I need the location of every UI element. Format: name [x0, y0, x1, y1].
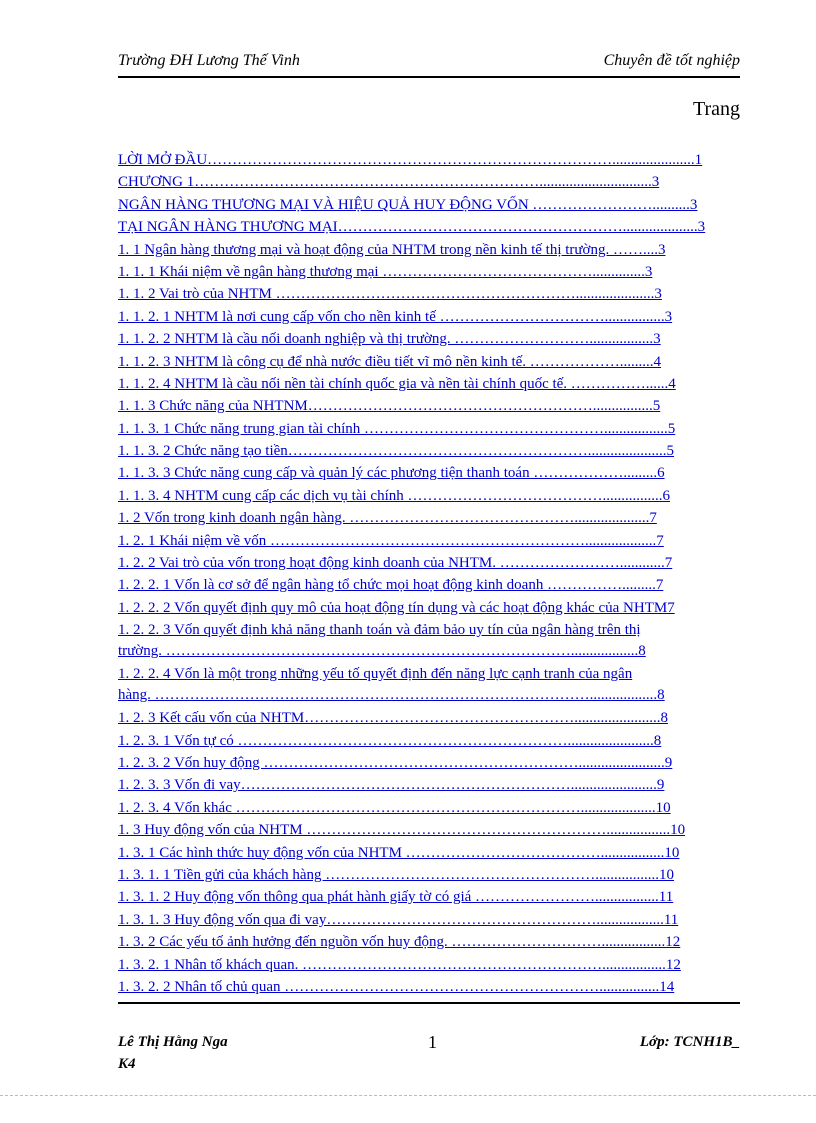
toc-entry[interactable]	[118, 396, 740, 418]
page-break-line	[0, 1095, 816, 1096]
toc-entry[interactable]	[118, 240, 740, 262]
toc-entry-text[interactable]: 1. 3. 1. 3 Huy động vốn qua đi vay………………………………………………..................11	[118, 911, 679, 928]
toc-entry[interactable]	[118, 508, 740, 530]
toc-entry[interactable]	[118, 731, 740, 753]
toc-entry[interactable]	[118, 932, 740, 954]
toc-entry[interactable]	[118, 575, 740, 597]
toc-entry[interactable]	[118, 463, 740, 485]
toc-entry-text[interactable]: 1. 2. 3 Kết cấu vốn của NHTM……………………………………………….......................8	[118, 710, 668, 727]
toc-entry[interactable]	[118, 553, 740, 575]
footer-cohort: K4	[118, 1056, 136, 1072]
toc-entry-text[interactable]: 1. 2 Vốn trong kinh doanh ngân hàng. ………………………………………....................7	[118, 510, 657, 527]
toc-entry-text[interactable]: 1. 1. 1 Khái niệm về ngân hàng thương mại ……………………………………..............3	[118, 263, 653, 280]
toc-entry[interactable]	[118, 798, 740, 820]
toc-entry-text[interactable]: 1. 3. 1. 1 Tiền gửi của khách hàng ……………………………………………….................10	[118, 866, 675, 883]
toc-entry[interactable]	[118, 955, 740, 977]
toc-entry-text[interactable]: 1. 2. 2. 4 Vốn là một trong những yếu tố quyết định đến năng lực cạnh tranh của ngân	[118, 666, 633, 683]
toc-entry-text[interactable]: TẠI NGÂN HÀNG THƯƠNG MẠI…………………………………………………....................3	[118, 219, 706, 236]
toc-entry[interactable]	[118, 195, 740, 217]
toc-entry[interactable]	[118, 262, 740, 284]
toc-entry-text[interactable]: 1. 1. 3 Chức năng của NHTNM…………………………………………………................5	[118, 398, 661, 415]
toc-page-heading: Trang	[692, 98, 740, 120]
toc-entry[interactable]	[118, 708, 740, 730]
toc-entry-text[interactable]: 1. 1. 2. 3 NHTM là công cụ để nhà nước điều tiết vĩ mô nền kinh tế. ……………….........4	[118, 353, 662, 370]
toc-entry-text[interactable]: 1. 2. 3. 4 Vốn khác ……………………………………………………………....................10	[118, 799, 671, 816]
toc-entry-text[interactable]: LỜI MỞ ĐẦU………………………………………………………………………......................1	[118, 152, 703, 168]
toc-entry-text[interactable]: 1. 2. 3. 1 Vốn tự có ………………………………………………………….......................8	[118, 732, 662, 749]
toc-entry[interactable]	[118, 486, 740, 508]
toc-entry-text[interactable]: 1. 2. 1 Khái niệm về vốn ………………………………………………………...................7	[118, 532, 664, 549]
toc-entry-text[interactable]: 1. 3. 2. 1 Nhân tố khách quan. …………………………………………………….................12	[118, 956, 681, 973]
footer-author: Lê Thị Hằng Nga	[118, 1034, 228, 1050]
toc-entry[interactable]	[118, 374, 740, 396]
toc-entry[interactable]	[118, 865, 740, 887]
toc-entry[interactable]	[118, 977, 740, 999]
toc-entry-text[interactable]: 1. 2. 3. 3 Vốn đi vay………………………………………………………….......................9	[118, 777, 665, 794]
toc-entry-text[interactable]: 1. 2. 2. 1 Vốn là cơ sở để ngân hàng tổ chức mọi hoạt động kinh doanh …………….........7	[118, 577, 664, 594]
toc-entry-text[interactable]: 1. 1. 2. 4 NHTM là cầu nối nền tài chính quốc gia và nền tài chính quốc tế. ……………......4	[118, 375, 676, 392]
toc-entry-text[interactable]: 1. 1. 3. 4 NHTM cung cấp các dịch vụ tài chính …………………………………................6	[118, 487, 671, 504]
toc-entry[interactable]	[118, 172, 740, 194]
page-header	[118, 52, 740, 78]
toc-entry[interactable]	[118, 441, 740, 463]
toc-entry[interactable]	[118, 753, 740, 775]
page-footer	[118, 1002, 740, 1074]
toc-entry-text-continued[interactable]: trường. ………………………………………………………………………..................8	[118, 643, 646, 660]
toc-entry-text[interactable]: 1. 3. 1 Các hình thức huy động vốn của NHTM ………………………………….................10	[118, 844, 680, 861]
toc-entry-text[interactable]: 1. 1. 3. 3 Chức năng cung cấp và quản lý các phương tiện thanh toán ……………….........6	[118, 465, 665, 482]
toc-entry-text[interactable]: 1. 2. 2. 3 Vốn quyết định khả năng thanh toán và đảm bảo uy tín của ngân hàng trên thị	[118, 622, 641, 639]
toc-entry[interactable]	[118, 150, 740, 172]
toc-entry-text[interactable]: CHƯƠNG 1……………………………………………………………..............................3	[118, 174, 660, 191]
toc-entry[interactable]	[118, 598, 740, 620]
toc-entry[interactable]	[118, 419, 740, 441]
toc-entry[interactable]	[118, 887, 740, 909]
toc-entry-text[interactable]: 1. 1. 2. 2 NHTM là cầu nối doanh nghiệp và thị trường. ……………………….................3	[118, 331, 661, 348]
toc-entry[interactable]	[118, 910, 740, 932]
toc-entry[interactable]	[118, 284, 740, 306]
toc-entry[interactable]	[118, 329, 740, 351]
toc-entry[interactable]	[118, 307, 740, 329]
toc-entry[interactable]	[118, 775, 740, 797]
toc-entry-text[interactable]: 1. 1. 3. 2 Chức năng tạo tiền…………………………………………………….....................5	[118, 443, 675, 460]
toc-entry-text[interactable]: 1. 3. 2. 2 Nhân tố chủ quan ………………………………………………………................14	[118, 978, 675, 995]
footer-class: Lớp: TCNH1B_	[639, 1034, 740, 1050]
toc-entry-text[interactable]: 1. 3. 1. 2 Huy động vốn thông qua phát hành giấy tờ có giá …………………….................11	[118, 889, 674, 906]
toc-entry-text[interactable]: 1. 2. 3. 2 Vốn huy động ……………………………………………………….......................9	[118, 754, 673, 771]
toc-entry[interactable]	[118, 620, 740, 664]
header-title: Chuyên đề tốt nghiệp	[603, 52, 740, 69]
toc-entry[interactable]	[118, 820, 740, 842]
page-number: 1	[428, 1032, 437, 1052]
toc-entry-text[interactable]: 1. 3. 2 Các yếu tố ảnh hưởng đến nguồn vốn huy động. ………………………….................12	[118, 934, 681, 951]
toc-entry-text[interactable]: NGÂN HÀNG THƯƠNG MẠI VÀ HIỆU QUẢ HUY ĐỘNG VỐN ……………………..........3	[118, 196, 698, 213]
toc-entry[interactable]	[118, 531, 740, 553]
toc-entry[interactable]	[118, 664, 740, 708]
toc-entry-text[interactable]: 1. 2. 2. 2 Vốn quyết định quy mô của hoạt động tín dụng và các hoạt động khác của NHTM7	[118, 599, 675, 616]
toc-entry[interactable]	[118, 217, 740, 239]
toc-entry-text[interactable]: 1. 1. 2 Vai trò của NHTM …………………………………………………….....................3	[118, 286, 662, 303]
toc-entry-text[interactable]: 1. 1 Ngân hàng thương mại và hoạt động của NHTM trong nền kinh tế thị trường. ……....3	[118, 241, 666, 258]
toc-entry-text[interactable]: 1. 2. 2 Vai trò của vốn trong hoạt động kinh doanh của NHTM. ……………………............7	[118, 555, 673, 572]
toc-entry[interactable]	[118, 843, 740, 865]
toc-entry-text[interactable]: 1. 3 Huy động vốn của NHTM …………………………………………………….................10	[118, 822, 686, 839]
toc-entry-text[interactable]: 1. 1. 3. 1 Chức năng trung gian tài chính ………………………………………….................5	[118, 420, 676, 437]
header-school: Trường ĐH Lương Thế Vinh	[118, 52, 300, 69]
toc-entry-text[interactable]: 1. 1. 2. 1 NHTM là nơi cung cấp vốn cho nền kinh tế ……………………………................3	[118, 308, 673, 325]
table-of-contents	[118, 150, 740, 999]
toc-entry-text-continued[interactable]: hàng. ……………………………………………………………………………..................8	[118, 687, 665, 704]
toc-entry[interactable]	[118, 352, 740, 374]
